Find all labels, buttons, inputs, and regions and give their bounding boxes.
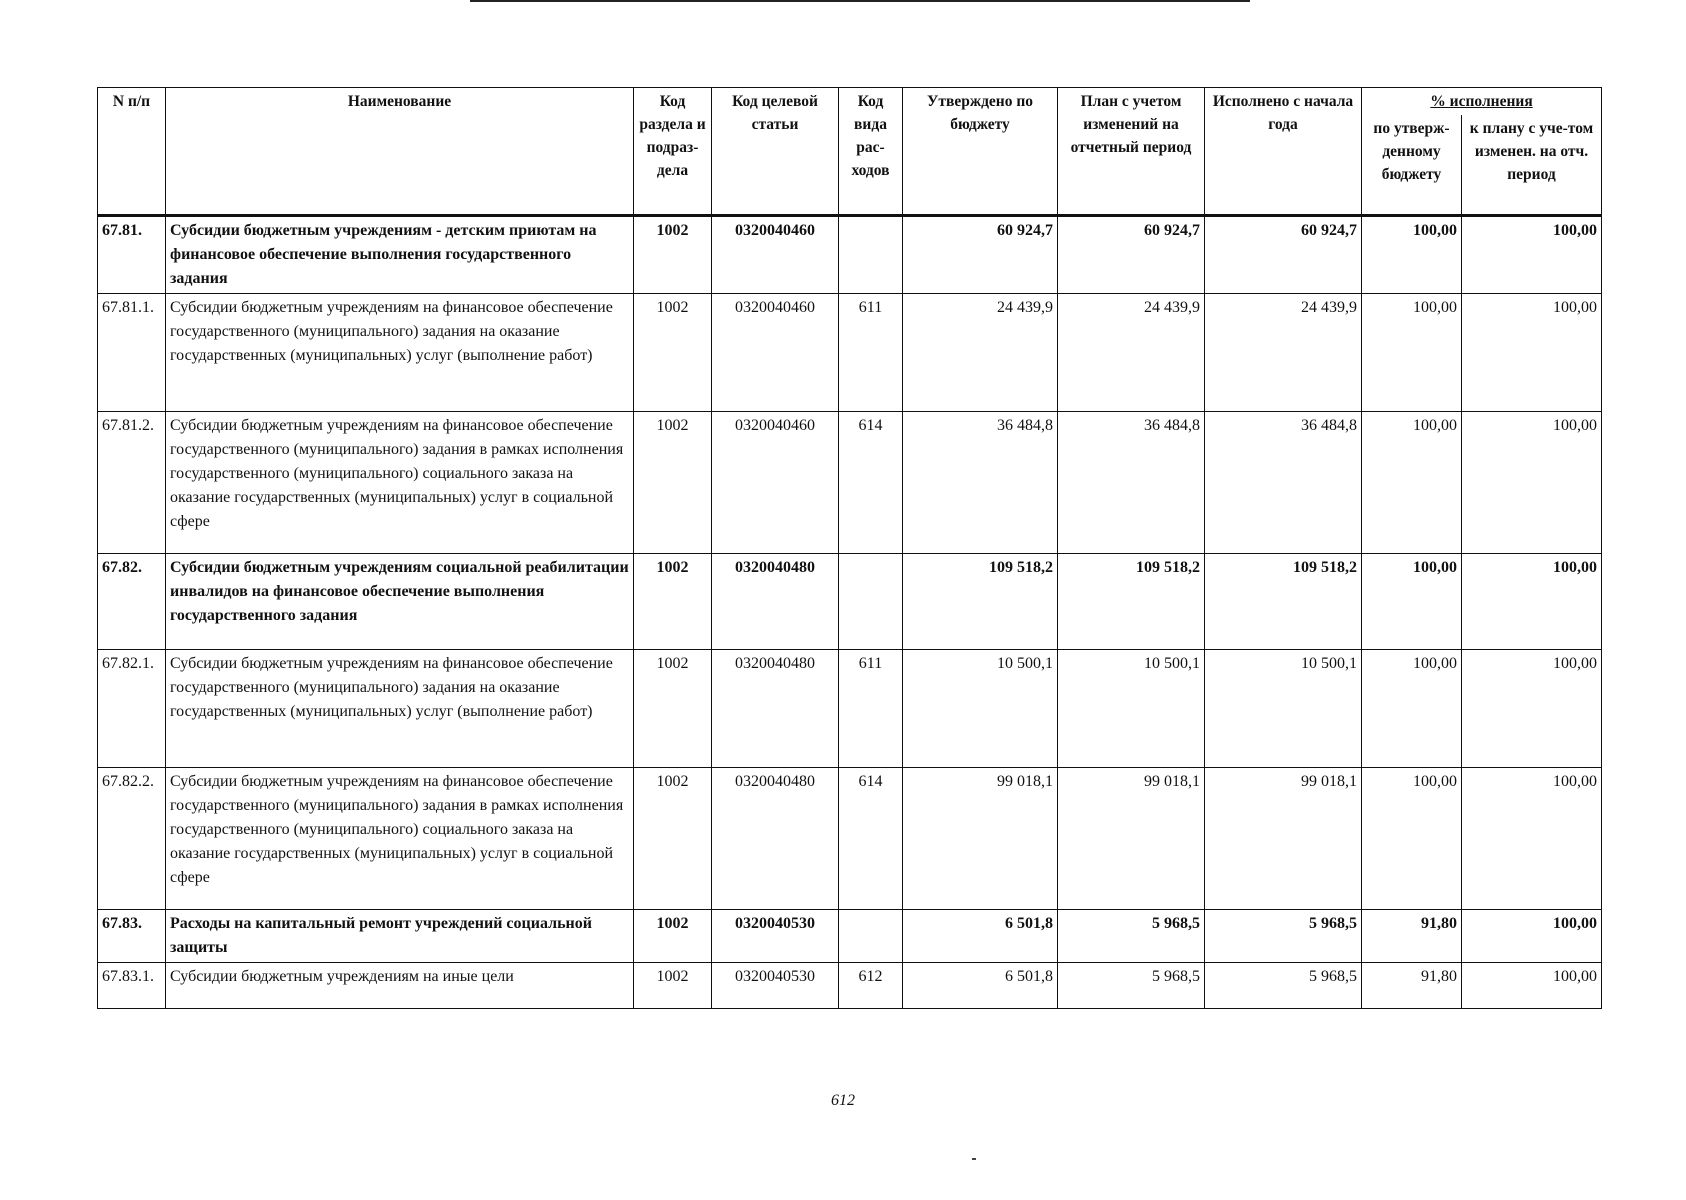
row-percent-budget: 100,00 — [1362, 650, 1462, 768]
table-row — [98, 554, 1602, 650]
row-razdel-code: 1002 — [634, 910, 712, 963]
row-celevaya-code: 0320040480 — [712, 650, 839, 768]
row-plan-amount: 109 518,2 — [1058, 554, 1205, 650]
row-number: 67.81.2. — [98, 412, 166, 554]
header-name: Наименование — [166, 88, 634, 216]
row-approved-amount: 6 501,8 — [903, 963, 1058, 1009]
row-percent-plan: 100,00 — [1462, 554, 1602, 650]
row-name: Расходы на капитальный ремонт учреждений социальной защиты — [166, 910, 634, 963]
row-number: 67.83. — [98, 910, 166, 963]
row-vid-code: 614 — [839, 768, 903, 910]
row-vid-code — [839, 910, 903, 963]
row-approved-amount: 6 501,8 — [903, 910, 1058, 963]
row-celevaya-code: 0320040460 — [712, 294, 839, 412]
row-percent-budget: 91,80 — [1362, 963, 1462, 1009]
row-vid-code: 612 — [839, 963, 903, 1009]
row-executed-amount: 5 968,5 — [1205, 910, 1362, 963]
row-vid-code: 611 — [839, 294, 903, 412]
header-celevaya: Код целевой статьи — [712, 88, 839, 216]
row-percent-budget: 100,00 — [1362, 216, 1462, 294]
row-name: Субсидии бюджетным учреждениям - детским приютам на финансовое обеспечение выполнения государственного задания — [166, 216, 634, 294]
row-percent-budget: 100,00 — [1362, 412, 1462, 554]
row-razdel-code: 1002 — [634, 650, 712, 768]
row-razdel-code: 1002 — [634, 294, 712, 412]
row-percent-budget: 91,80 — [1362, 910, 1462, 963]
row-razdel-code: 1002 — [634, 963, 712, 1009]
budget-execution-table — [97, 87, 1602, 1009]
header-percent-group-label: % исполнения — [1430, 93, 1533, 110]
table-row — [98, 294, 1602, 412]
header-percent-budget: по утверж-денному бюджету — [1362, 115, 1462, 216]
header-row-1 — [98, 88, 1602, 116]
row-approved-amount: 60 924,7 — [903, 216, 1058, 294]
row-approved-amount: 10 500,1 — [903, 650, 1058, 768]
table-row — [98, 963, 1602, 1009]
row-executed-amount: 24 439,9 — [1205, 294, 1362, 412]
row-celevaya-code: 0320040460 — [712, 216, 839, 294]
header-percent-plan: к плану с уче-том изменен. на отч. период — [1462, 115, 1602, 216]
row-plan-amount: 5 968,5 — [1058, 910, 1205, 963]
row-percent-budget: 100,00 — [1362, 554, 1462, 650]
row-razdel-code: 1002 — [634, 554, 712, 650]
row-executed-amount: 99 018,1 — [1205, 768, 1362, 910]
table-row — [98, 216, 1602, 294]
row-plan-amount: 24 439,9 — [1058, 294, 1205, 412]
row-plan-amount: 60 924,7 — [1058, 216, 1205, 294]
row-celevaya-code: 0320040480 — [712, 768, 839, 910]
row-number: 67.82. — [98, 554, 166, 650]
row-name: Субсидии бюджетным учреждениям на финансовое обеспечение государственного (муниципального) задания на оказание государственных (муниципальных) услуг (выполнение работ) — [166, 294, 634, 412]
table-body — [98, 216, 1602, 1009]
row-percent-plan: 100,00 — [1462, 294, 1602, 412]
row-percent-plan: 100,00 — [1462, 412, 1602, 554]
row-name: Субсидии бюджетным учреждениям социальной реабилитации инвалидов на финансовое обеспечение выполнения государственного задания — [166, 554, 634, 650]
header-razdel: Код раздела и подраз-дела — [634, 88, 712, 216]
row-executed-amount: 60 924,7 — [1205, 216, 1362, 294]
row-vid-code: 614 — [839, 412, 903, 554]
table-header — [98, 88, 1602, 216]
row-plan-amount: 36 484,8 — [1058, 412, 1205, 554]
row-celevaya-code: 0320040530 — [712, 963, 839, 1009]
row-executed-amount: 5 968,5 — [1205, 963, 1362, 1009]
header-plan: План с учетом изменений на отчетный период — [1058, 88, 1205, 216]
row-name: Субсидии бюджетным учреждениям на финансовое обеспечение государственного (муниципального) задания в рамках исполнения государственного (муниципального) социального заказа на оказание государственных (муниципальных) услуг в социальной сфере — [166, 768, 634, 910]
row-approved-amount: 99 018,1 — [903, 768, 1058, 910]
row-name: Субсидии бюджетным учреждениям на финансовое обеспечение государственного (муниципального) задания на оказание государственных (муниципальных) услуг (выполнение работ) — [166, 650, 634, 768]
table-row — [98, 910, 1602, 963]
row-executed-amount: 36 484,8 — [1205, 412, 1362, 554]
table-row — [98, 412, 1602, 554]
row-percent-plan: 100,00 — [1462, 963, 1602, 1009]
row-razdel-code: 1002 — [634, 768, 712, 910]
row-vid-code: 611 — [839, 650, 903, 768]
table-row — [98, 768, 1602, 910]
row-percent-budget: 100,00 — [1362, 294, 1462, 412]
header-utverzhdeno: Утверждено по бюджету — [903, 88, 1058, 216]
table-row — [98, 650, 1602, 768]
row-name: Субсидии бюджетным учреждениям на финансовое обеспечение государственного (муниципального) задания в рамках исполнения государственного (муниципального) социального заказа на оказание государственных (муниципальных) услуг в социальной сфере — [166, 412, 634, 554]
page-number: 612 — [831, 1092, 855, 1109]
row-celevaya-code: 0320040530 — [712, 910, 839, 963]
row-approved-amount: 109 518,2 — [903, 554, 1058, 650]
row-number: 67.83.1. — [98, 963, 166, 1009]
row-executed-amount: 109 518,2 — [1205, 554, 1362, 650]
header-percent-group — [1362, 88, 1602, 116]
row-number: 67.81. — [98, 216, 166, 294]
row-name: Субсидии бюджетным учреждениям на иные цели — [166, 963, 634, 1009]
row-celevaya-code: 0320040480 — [712, 554, 839, 650]
row-celevaya-code: 0320040460 — [712, 412, 839, 554]
row-number: 67.82.2. — [98, 768, 166, 910]
row-percent-plan: 100,00 — [1462, 650, 1602, 768]
row-vid-code — [839, 216, 903, 294]
row-number: 67.81.1. — [98, 294, 166, 412]
row-razdel-code: 1002 — [634, 216, 712, 294]
header-ispolneno: Исполнено с начала года — [1205, 88, 1362, 216]
row-plan-amount: 10 500,1 — [1058, 650, 1205, 768]
row-plan-amount: 99 018,1 — [1058, 768, 1205, 910]
row-approved-amount: 24 439,9 — [903, 294, 1058, 412]
row-vid-code — [839, 554, 903, 650]
row-plan-amount: 5 968,5 — [1058, 963, 1205, 1009]
top-rule — [470, 0, 1250, 2]
header-vid: Код вида рас-ходов — [839, 88, 903, 216]
scan-speck — [972, 1158, 976, 1160]
row-number: 67.82.1. — [98, 650, 166, 768]
row-approved-amount: 36 484,8 — [903, 412, 1058, 554]
row-executed-amount: 10 500,1 — [1205, 650, 1362, 768]
row-percent-plan: 100,00 — [1462, 216, 1602, 294]
row-percent-plan: 100,00 — [1462, 910, 1602, 963]
header-nn: N п/п — [98, 88, 166, 216]
row-percent-plan: 100,00 — [1462, 768, 1602, 910]
row-razdel-code: 1002 — [634, 412, 712, 554]
row-percent-budget: 100,00 — [1362, 768, 1462, 910]
